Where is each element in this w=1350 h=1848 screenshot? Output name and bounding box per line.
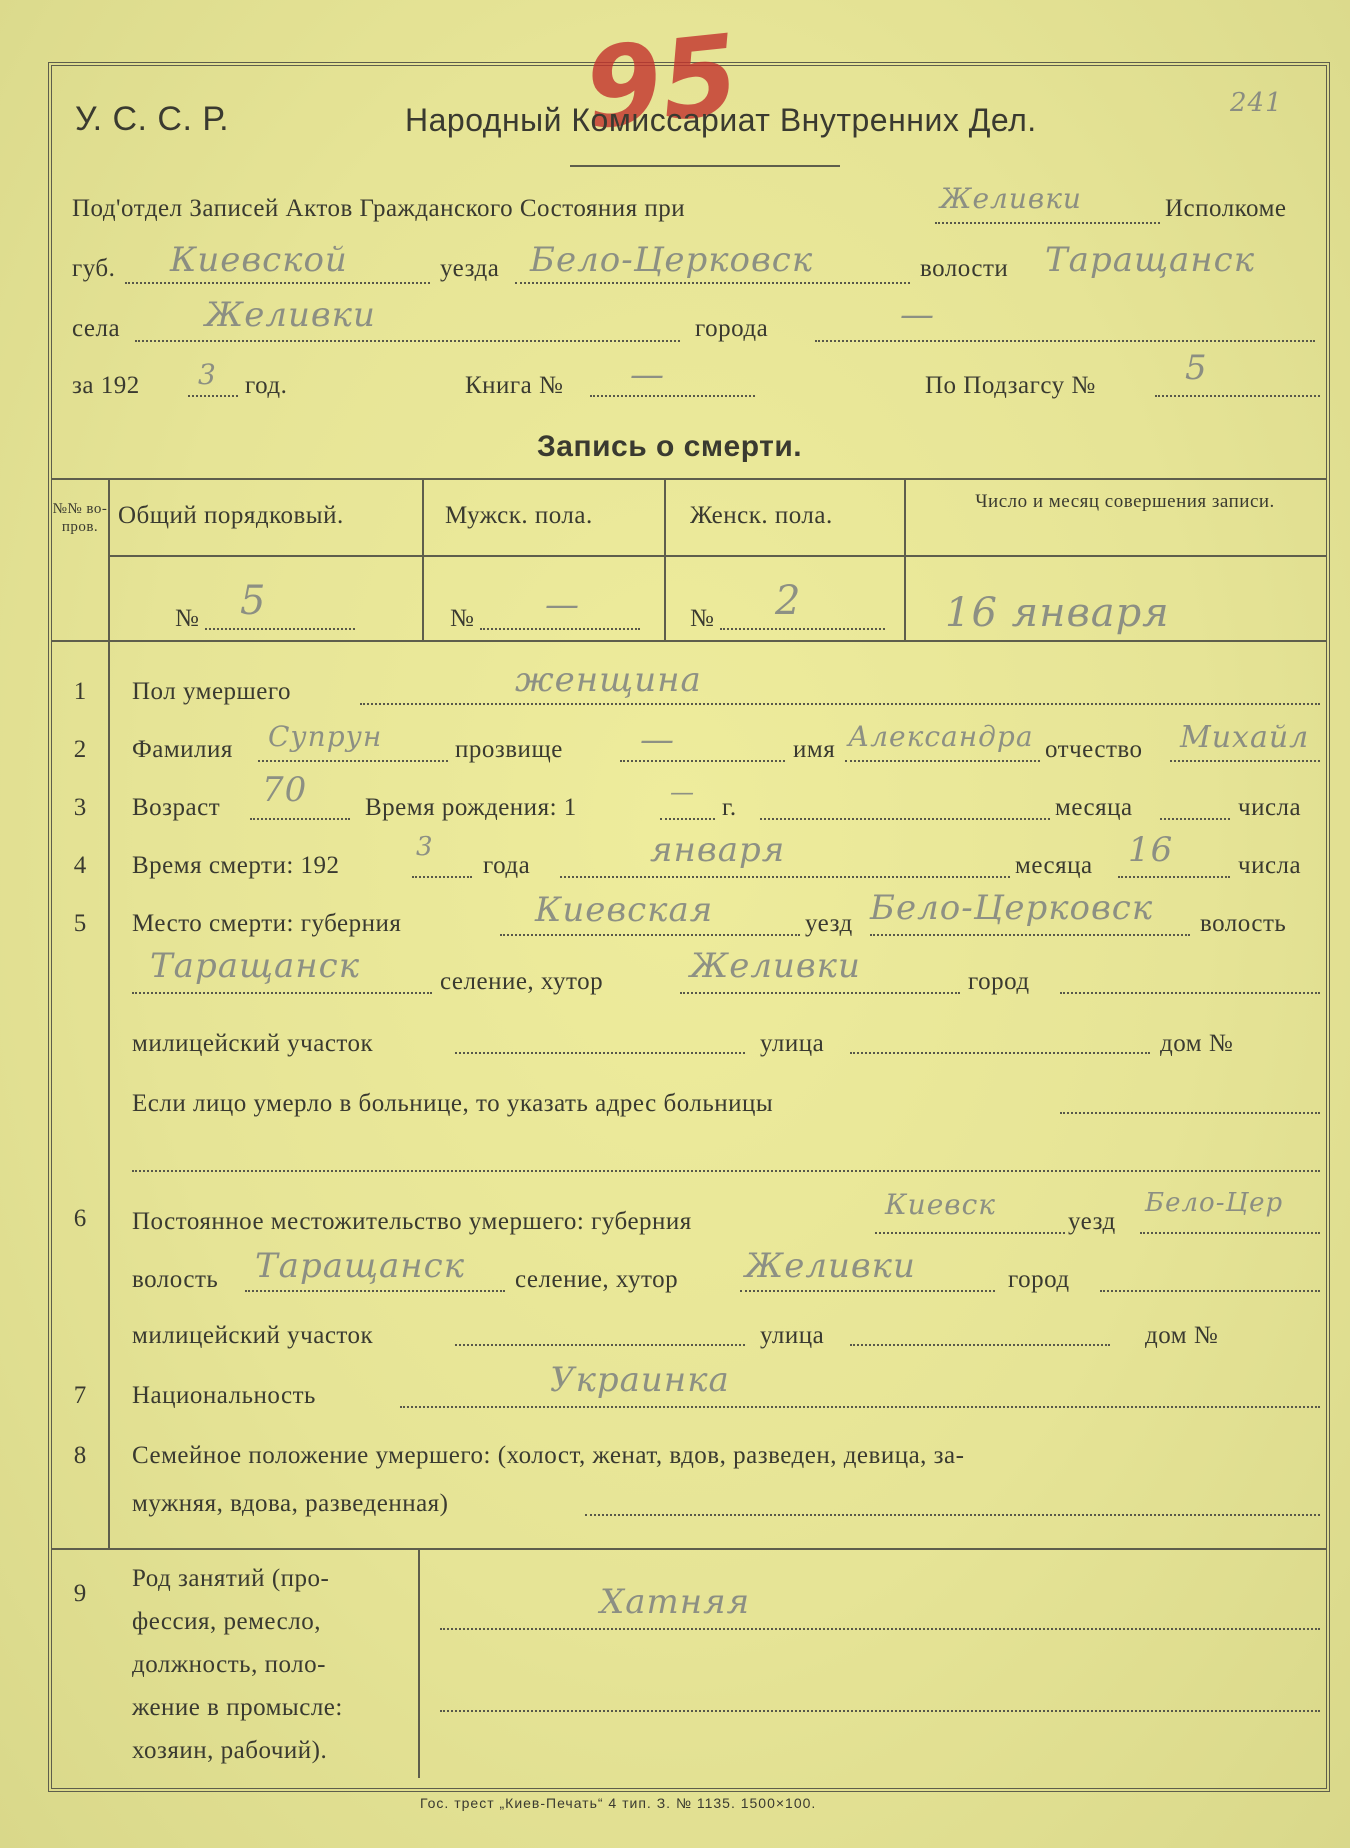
death-day-label: числа [1238, 852, 1302, 879]
volost-hand: Таращанск [1045, 240, 1256, 280]
death-guberniya-hand: Киевская [535, 890, 714, 930]
hospital-line [1060, 1112, 1320, 1114]
birth-month-label: месяца [1055, 794, 1133, 821]
col-no-header: №№ во-пров. [52, 501, 108, 535]
uezd-hand: Бело-Церковск [530, 240, 814, 280]
residence-village-label: селение, хутор [515, 1266, 679, 1293]
executive-hand: Желивки [940, 182, 1082, 215]
print-note: Гос. трест „Киев-Печать“ 4 тип. З. № 1135. 1500×100. [420, 1795, 817, 1811]
death-volost-label: волость [1200, 910, 1287, 937]
subzags-label: По Подзагсу № [925, 372, 1096, 399]
nickname-hand: — [640, 720, 675, 760]
guberniya-hand: Киевской [170, 240, 348, 280]
subzags-line [1155, 395, 1320, 397]
selo-line [135, 340, 680, 342]
nationality-hand: Украинка [550, 1360, 730, 1400]
death-street-label: улица [760, 1030, 825, 1057]
general-no-sign: № [175, 605, 200, 632]
field-num-6: 6 [73, 1205, 87, 1232]
field-num-1: 1 [73, 678, 87, 705]
uezd-line [515, 282, 910, 284]
patronymic-line [1170, 760, 1320, 762]
death-day-hand: 16 [1128, 830, 1174, 870]
birth-day-line [1160, 818, 1230, 820]
subzags-hand: 5 [1185, 348, 1208, 388]
family-status-line-2: мужняя, вдова, разведенная) [132, 1490, 449, 1517]
table-col-2 [422, 478, 424, 640]
residence-guberniya-line [875, 1232, 1065, 1234]
gorod-hand: — [900, 295, 935, 335]
age-hand: 70 [262, 770, 308, 810]
death-volost-hand: Таращанск [150, 946, 361, 986]
surname-label: Фамилия [132, 736, 233, 763]
birth-year-hand: — [670, 778, 695, 806]
general-no-hand: 5 [240, 578, 267, 624]
occupation-top-line [52, 1548, 1326, 1550]
death-month-label: месяца [1015, 852, 1093, 879]
death-street-line [850, 1052, 1150, 1054]
death-year-hand: 3 [416, 832, 434, 862]
table-col-4 [904, 478, 906, 640]
death-guberniya-line [500, 934, 800, 936]
field-num-8: 8 [73, 1442, 87, 1469]
occupation-line-2 [440, 1710, 1320, 1712]
gorod-label: города [695, 315, 769, 342]
selo-hand: Желивки [205, 295, 376, 335]
occupation-line-1 [440, 1628, 1320, 1630]
residence-volost-line [245, 1290, 505, 1292]
birth-year-line [660, 818, 715, 820]
nickname-label: прозвище [455, 736, 563, 763]
death-month-line [560, 876, 1010, 878]
nationality-label: Национальность [132, 1382, 316, 1409]
death-year-line [412, 876, 472, 878]
book-line [590, 395, 755, 397]
death-place-label: Место смерти: губерния [132, 910, 402, 937]
table-bottom-line [52, 640, 1326, 642]
residence-street-label: улица [760, 1322, 825, 1349]
death-house-label: дом № [1160, 1030, 1234, 1057]
year-prefix: за 192 [72, 372, 140, 399]
col-date-header: Число и месяц совершения записи. [975, 491, 1275, 512]
year-line [188, 395, 238, 397]
death-uezd-hand: Бело-Церковск [870, 888, 1154, 928]
date-hand: 16 января [945, 590, 1170, 636]
sex-line [360, 703, 1320, 705]
table-col-3 [664, 478, 666, 640]
family-status-line [585, 1514, 1320, 1516]
residence-street-line [850, 1344, 1110, 1346]
surname-line [258, 760, 448, 762]
death-volost-line [132, 992, 432, 994]
year-hand: 3 [198, 358, 217, 391]
age-label: Возраст [132, 794, 221, 821]
volost-label: волости [920, 255, 1009, 282]
residence-guberniya-hand: Киевск [885, 1188, 996, 1221]
male-no-sign: № [450, 605, 475, 632]
occupation-divider [418, 1548, 420, 1778]
birth-month-line [760, 818, 1050, 820]
header-underline [570, 165, 840, 167]
residence-house-label: дом № [1145, 1322, 1219, 1349]
sex-hand: женщина [515, 660, 702, 700]
name-hand: Александра [848, 720, 1034, 753]
residence-city-label: город [1008, 1266, 1070, 1293]
table-col-1 [108, 478, 110, 1548]
death-uezd-line [870, 934, 1190, 936]
ussr-label: У. С. С. Р. [75, 100, 230, 138]
residence-village-hand: Желивки [745, 1246, 916, 1286]
female-no-sign: № [690, 605, 715, 632]
book-hand: — [630, 355, 665, 395]
family-status-line-1: Семейное положение умершего: (холост, женат, вдов, разведен, девица, за- [132, 1442, 965, 1469]
table-top-line [52, 478, 1326, 480]
occupation-label-1: Род занятий (про- [132, 1565, 330, 1592]
occupation-label-3: должность, поло- [132, 1651, 326, 1678]
residence-volost-label: волость [132, 1266, 219, 1293]
death-uezd-label: уезд [805, 910, 853, 937]
guberniya-label: губ. [72, 255, 116, 282]
female-no-line [720, 628, 885, 630]
death-village-hand: Желивки [690, 946, 861, 986]
corner-number: 241 [1230, 88, 1283, 118]
field-num-3: 3 [73, 794, 87, 821]
residence-volost-hand: Таращанск [255, 1246, 466, 1286]
hospital-label: Если лицо умерло в больнице, то указать адрес больницы [132, 1090, 774, 1117]
death-village-label: селение, хутор [440, 968, 604, 995]
birth-time-label: Время рождения: 1 [365, 794, 577, 821]
residence-uezd-hand: Бело-Цер [1145, 1188, 1284, 1218]
death-militia-line [455, 1052, 745, 1054]
name-line [845, 760, 1040, 762]
death-year-label: года [483, 852, 531, 879]
surname-hand: Супрун [268, 720, 383, 753]
book-label: Книга № [465, 372, 564, 399]
male-no-hand: — [545, 585, 580, 625]
patronymic-label: отчество [1045, 736, 1143, 763]
death-city-line [1060, 992, 1320, 994]
field-num-2: 2 [73, 736, 87, 763]
age-line [250, 818, 350, 820]
residence-militia-line [455, 1344, 745, 1346]
patronymic-hand: Михайл [1180, 720, 1310, 755]
gorod-line [815, 340, 1315, 342]
field-num-4: 4 [73, 852, 87, 879]
residence-city-line [1100, 1290, 1320, 1292]
residence-label: Постоянное местожительство умершего: губерния [132, 1208, 692, 1235]
subdept-label: Под'отдел Записей Актов Гражданского Состояния при [72, 195, 686, 222]
hospital-line-2 [132, 1170, 1320, 1172]
male-no-line [480, 628, 640, 630]
birth-day-label: числа [1238, 794, 1302, 821]
occupation-label-4: жение в промысле: [132, 1694, 343, 1721]
death-day-line [1118, 876, 1230, 878]
uezd-label: уезда [440, 255, 500, 282]
occupation-label-2: фессия, ремесло, [132, 1608, 321, 1635]
table-subheader-line [108, 555, 1326, 557]
nickname-line [620, 760, 785, 762]
occupation-label-5: хозяин, рабочий). [132, 1737, 328, 1764]
selo-label: села [72, 315, 121, 342]
residence-uezd-line [1140, 1232, 1320, 1234]
col-general-header: Общий порядковый. [118, 502, 344, 529]
occupation-hand: Хатняя [600, 1582, 751, 1622]
field-num-9: 9 [73, 1580, 87, 1607]
field-num-5: 5 [73, 910, 87, 937]
general-no-line [205, 628, 355, 630]
nationality-line [400, 1406, 1320, 1408]
executive-label: Исполкоме [1165, 195, 1287, 222]
death-militia-label: милицейский участок [132, 1030, 374, 1057]
record-title: Запись о смерти. [537, 430, 803, 463]
commissariat-title: Народный Комиссариат Внутренних Дел. [405, 102, 1037, 138]
residence-militia-label: милицейский участок [132, 1322, 374, 1349]
executive-line [935, 222, 1160, 224]
residence-uezd-label: уезд [1068, 1208, 1116, 1235]
sex-label: Пол умершего [132, 678, 292, 705]
residence-village-line [740, 1290, 995, 1292]
death-time-label: Время смерти: 192 [132, 852, 340, 879]
death-city-label: город [968, 968, 1030, 995]
death-month-hand: января [650, 830, 786, 870]
col-female-header: Женск. пола. [690, 502, 833, 529]
name-label: имя [793, 736, 836, 763]
birth-g-label: г. [722, 794, 737, 821]
death-village-line [680, 992, 960, 994]
field-num-7: 7 [73, 1382, 87, 1409]
year-suffix: год. [245, 372, 288, 399]
col-male-header: Мужск. пола. [445, 502, 593, 529]
red-archive-number: 95 [578, 10, 745, 154]
female-no-hand: 2 [775, 578, 802, 624]
guberniya-line [125, 282, 430, 284]
